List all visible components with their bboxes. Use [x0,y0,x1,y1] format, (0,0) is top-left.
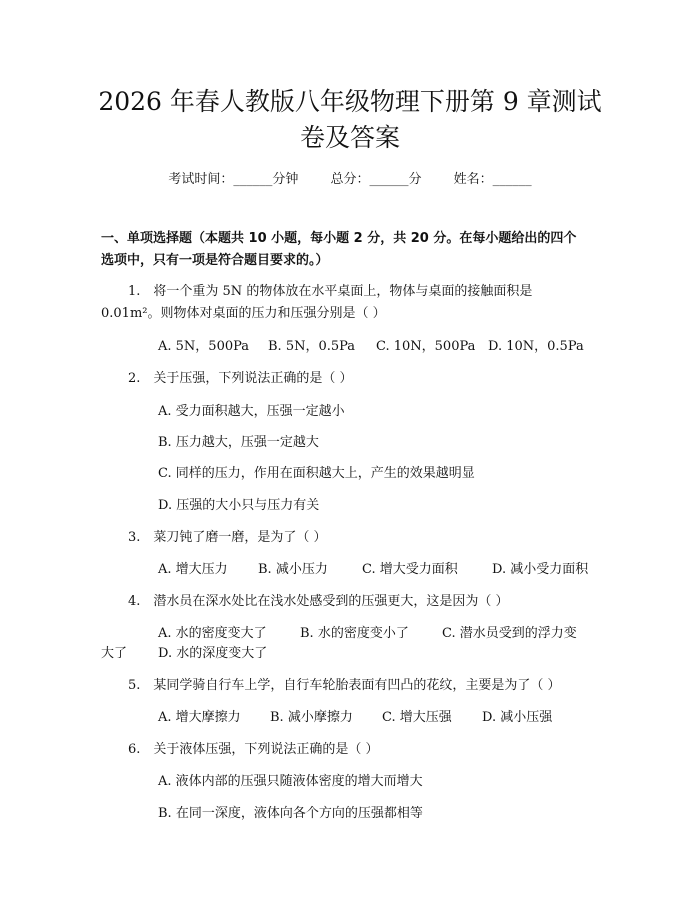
section-heading-line-1: 一、单项选择题（本题共 10 小题，每小题 2 分，共 20 分。在每小题给出的四个 [101,231,577,246]
q4-option-d: D. 水的深度变大了 [158,646,268,661]
q4-option-c-continued: 大了 [101,646,128,661]
title-line-2: 卷及答案 [299,123,400,152]
q3-stem: 3. 菜刀钝了磨一磨，是为了（ ） [128,530,327,545]
q4-stem: 4. 潜水员在深水处比在浅水处感受到的压强更大，这是因为（ ） [128,594,509,609]
q1-options [158,335,584,354]
q5-stem: 5. 某同学骑自行车上学，自行车轮胎表面有凹凸的花纹，主要是为了（ ） [128,678,561,693]
q5-option-c: C. 增大压强 [382,710,452,725]
q4-option-c: C. 潜水员受到的浮力变 [442,626,577,641]
q3-options [158,558,588,577]
q2-option-d: D. 压强的大小只与压力有关 [158,498,320,513]
q4-options-line-1 [158,622,577,641]
exam-info [0,168,700,187]
total-score: 总分：______分 [330,172,422,187]
q6-option-b: B. 在同一深度，液体向各个方向的压强都相等 [158,806,423,821]
q5-option-a: A. 增大摩擦力 [158,710,241,725]
q2-option-a: A. 受力面积越大，压强一定越小 [158,404,345,419]
q5-option-d: D. 减小压强 [482,710,553,725]
exam-title [0,84,700,156]
q6-option-a: A. 液体内部的压强只随液体密度的增大而增大 [158,774,423,789]
q5-options [158,706,552,725]
title-line-1: 2026 年春人教版八年级物理下册第 9 章测试 [98,87,602,116]
q4-option-b: B. 水的密度变小了 [300,626,409,641]
q4-options-line-2 [101,642,267,661]
q1-stem-line-1: 1. 将一个重为 5N 的物体放在水平桌面上，物体与桌面的接触面积是 [128,284,533,299]
student-name: 姓名：______ [453,172,532,187]
q3-option-a: A. 增大压力 [158,562,228,577]
q4-option-a: A. 水的密度变大了 [158,626,267,641]
q1-option-c: C. 10N，500Pa [376,339,476,354]
section-heading [101,228,601,272]
q1-option-b: B. 5N，0.5Pa [268,339,356,354]
q3-option-b: B. 减小压力 [258,562,328,577]
q2-option-b: B. 压力越大，压强一定越大 [158,435,319,450]
q6-stem: 6. 关于液体压强，下列说法正确的是（ ） [128,742,379,757]
q2-stem: 2. 关于压强，下列说法正确的是（ ） [128,371,353,386]
q1-option-a: A. 5N，500Pa [158,339,250,354]
q5-option-b: B. 减小摩擦力 [270,710,353,725]
exam-time: 考试时间：______分钟 [168,172,299,187]
q3-option-d: D. 减小受力面积 [492,562,589,577]
q1-option-d: D. 10N，0.5Pa [488,339,584,354]
q2-option-c: C. 同样的压力，作用在面积越大上，产生的效果越明显 [158,466,475,481]
q1-stem-line-2: 0.01m²。则物体对桌面的压力和压强分别是（ ） [101,306,386,321]
q3-option-c: C. 增大受力面积 [362,562,458,577]
section-heading-line-2: 选项中，只有一项是符合题目要求的。） [101,253,329,268]
